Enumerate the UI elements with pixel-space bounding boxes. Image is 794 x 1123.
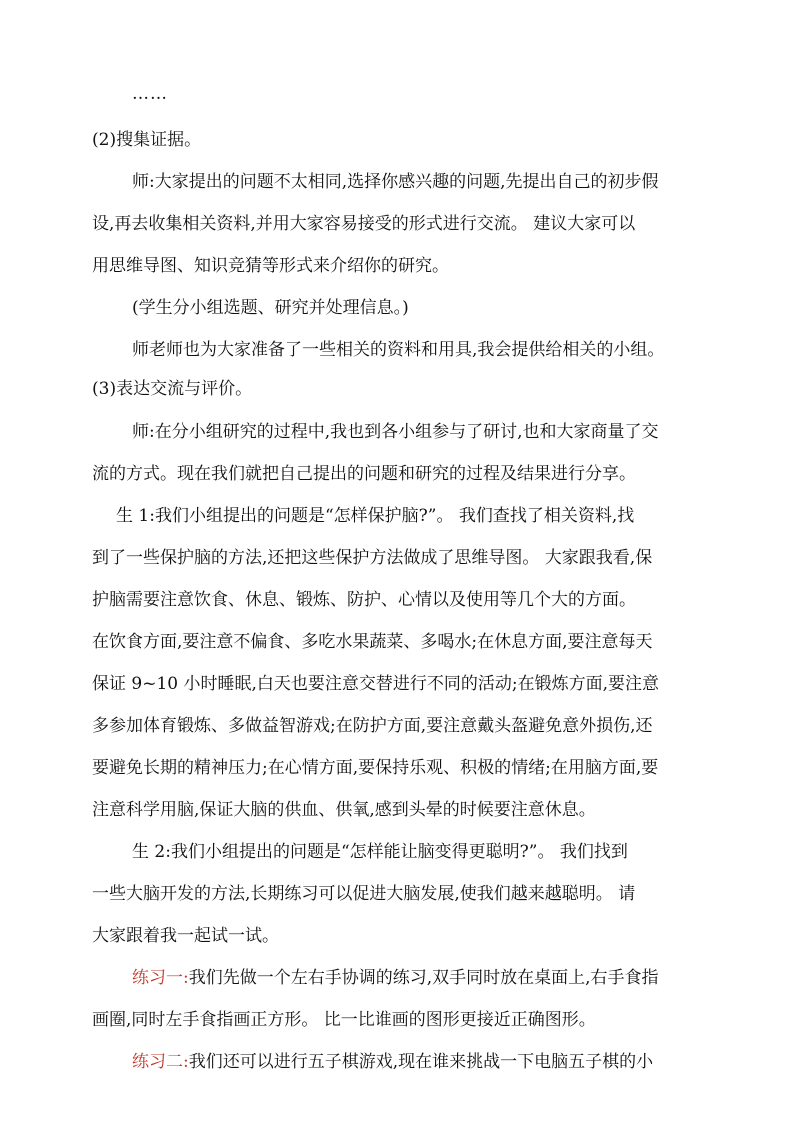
paragraph-line: 一些大脑开发的方法,长期练习可以促进大脑发展,使我们越来越聪明。 请 <box>92 884 636 904</box>
section-heading-express-evaluate: (3)表达交流与评价。 <box>92 379 253 399</box>
paragraph-line: 在饮食方面,要注意不偏食、多吃水果蔬菜、多喝水;在休息方面,要注意每天 <box>92 632 653 652</box>
paragraph-line: 到了一些保护脑的方法,还把这些保护方法做成了思维导图。 大家跟我看,保 <box>92 548 653 568</box>
paragraph-line: 用思维导图、知识竞猜等形式来介绍你的研究。 <box>92 256 449 276</box>
paragraph-line: (学生分小组选题、研究并处理信息。) <box>132 298 409 318</box>
paragraph-line: 设,再去收集相关资料,并用大家容易接受的形式进行交流。 建议大家可以 <box>92 214 636 234</box>
exercise-one-text: 我们先做一个左右手协调的练习,双手同时放在桌面上,右手食指 <box>188 968 659 988</box>
paragraph-line: 多参加体育锻炼、多做益智游戏;在防护方面,要注意戴头盔避免意外损伤,还 <box>92 716 653 736</box>
exercise-two-line <box>132 1052 794 1072</box>
exercise-one-label: 练习一: <box>132 968 189 988</box>
paragraph-line: 生 1:我们小组提出的问题是“怎样保护脑?”。 我们查找了相关资料,找 <box>116 506 635 526</box>
paragraph-line: 师:大家提出的问题不太相同,选择你感兴趣的问题,先提出自己的初步假 <box>132 172 659 192</box>
paragraph-line: 注意科学用脑,保证大脑的供血、供氧,感到头晕的时候要注意休息。 <box>92 800 596 820</box>
exercise-two-text: 我们还可以进行五子棋游戏,现在谁来挑战一下电脑五子棋的小 <box>188 1052 654 1072</box>
section-heading-collect-evidence: (2)搜集证据。 <box>92 130 202 150</box>
paragraph-line: 护脑需要注意饮食、休息、锻炼、防护、心情以及使用等几个大的方面。 <box>92 590 636 610</box>
ellipsis-text: …… <box>132 84 168 104</box>
paragraph-line: 大家跟着我一起试一试。 <box>92 926 279 946</box>
exercise-one-line <box>132 968 794 988</box>
paragraph-line: 流的方式。现在我们就把自己提出的问题和研究的过程及结果进行分享。 <box>92 464 636 484</box>
paragraph-line: 要避免长期的精神压力;在心情方面,要保持乐观、积极的情绪;在用脑方面,要 <box>92 758 659 778</box>
paragraph-line: 画圈,同时左手食指画正方形。 比一比谁画的图形更接近正确图形。 <box>92 1010 596 1030</box>
paragraph-line: 师:在分小组研究的过程中,我也到各小组参与了研讨,也和大家商量了交 <box>132 422 659 442</box>
paragraph-line: 保证 9~10 小时睡眠,白天也要注意交替进行不同的活动;在锻炼方面,要注意 <box>92 674 660 694</box>
exercise-two-label: 练习二: <box>132 1052 189 1072</box>
paragraph-line: 师老师也为大家准备了一些相关的资料和用具,我会提供给相关的小组。 <box>132 340 665 360</box>
paragraph-line: 生 2:我们小组提出的问题是“怎样能让脑变得更聪明?”。 我们找到 <box>132 842 628 862</box>
